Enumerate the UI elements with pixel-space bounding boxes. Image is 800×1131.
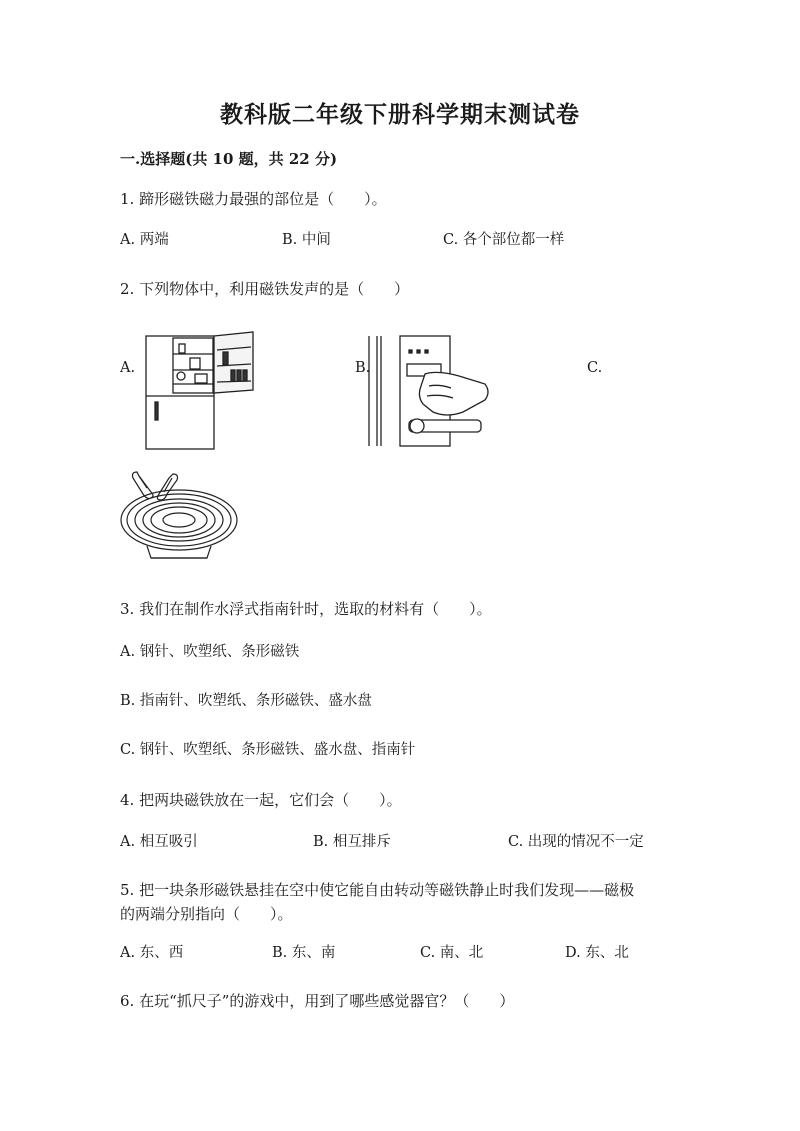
door-handle-icon [367,334,492,449]
page-title: 教科版二年级下册科学期末测试卷 [220,101,580,128]
question-2-stem: 2. 下列物体中，利用磁铁发声的是（ ） [120,280,410,298]
section-heading: 一.选择题(共 10 题，共 22 分) [120,150,338,168]
question-6-stem: 6. 在玩“抓尺子”的游戏中，用到了哪些感觉器官？（ ） [120,992,515,1010]
speaker-icon [117,462,242,564]
refrigerator-icon [143,330,258,452]
question-5-stem-line-1: 5. 把一块条形磁铁悬挂在空中使它能自由转动等磁铁静止时我们发现——磁极 [120,881,635,899]
question-2-option-c[interactable]: C. [587,360,603,376]
question-4-option-a[interactable]: A. 相互吸引 [120,834,198,850]
question-4-option-b[interactable]: B. 相互排斥 [313,834,391,850]
question-5-option-c[interactable]: C. 南、北 [420,945,484,961]
question-4-stem: 4. 把两块磁铁放在一起，它们会（ ）。 [120,791,402,809]
question-3-option-a[interactable]: A. 钢针、吹塑纸、条形磁铁 [120,644,300,660]
question-5-stem-line-2: 的两端分别指向（ ）。 [120,905,293,923]
question-3-option-c[interactable]: C. 钢针、吹塑纸、条形磁铁、盛水盘、指南针 [120,742,416,758]
question-1-option-c[interactable]: C. 各个部位都一样 [443,232,565,248]
question-3-stem: 3. 我们在制作水浮式指南针时，选取的材料有（ ）。 [120,600,492,618]
question-1-option-b[interactable]: B. 中间 [282,232,331,248]
question-5-option-b[interactable]: B. 东、南 [272,945,336,961]
question-5-option-a[interactable]: A. 东、西 [120,945,184,961]
question-5-option-d[interactable]: D. 东、北 [565,945,629,961]
question-1-option-a[interactable]: A. 两端 [120,232,169,248]
question-3-option-b[interactable]: B. 指南针、吹塑纸、条形磁铁、盛水盘 [120,693,372,709]
question-2-option-a[interactable]: A. [120,360,136,376]
question-4-option-c[interactable]: C. 出现的情况不一定 [508,834,644,850]
question-2-option-b[interactable]: B. [355,360,371,376]
question-1-stem: 1. 蹄形磁铁磁力最强的部位是（ ）。 [120,190,387,208]
